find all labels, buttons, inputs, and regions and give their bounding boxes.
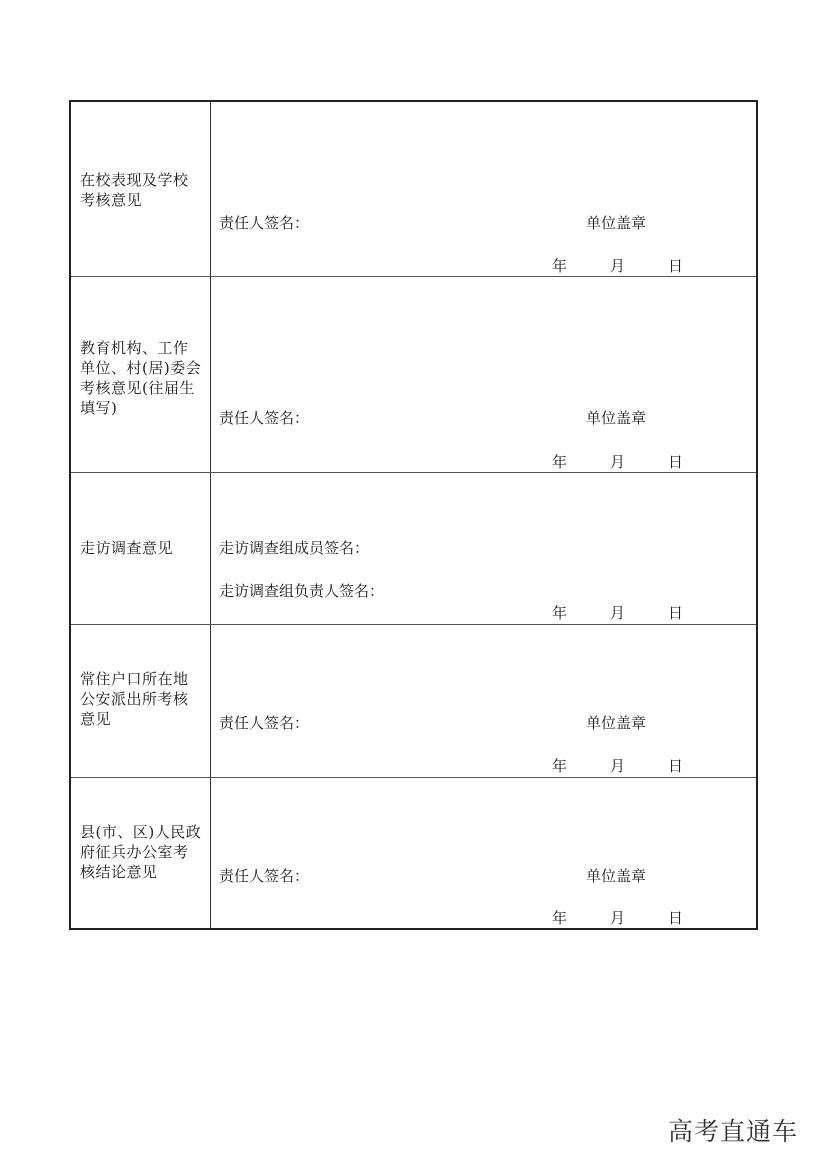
date-month[interactable]: 月 [610,604,626,622]
date-day[interactable]: 日 [668,909,684,927]
member-signature-field[interactable]: 走访调查组成员签名： [219,539,370,557]
date-year[interactable]: 年 [552,604,568,622]
row-label: 教育机构、工作单位、村(居)委会考核意见(往届生填写) [80,339,202,417]
row-police-review [71,625,756,778]
date-year[interactable]: 年 [552,257,568,275]
signature-field[interactable]: 责任人签名： [219,714,310,732]
row-school-review [71,102,756,277]
row-label: 走访调查意见 [80,539,174,557]
watermark-logo-text: 高考直通车 [668,1117,799,1146]
date-day[interactable]: 日 [668,257,684,275]
row-institution-review [71,277,756,473]
date-month[interactable]: 月 [610,909,626,927]
signature-field[interactable]: 责任人签名： [219,409,310,427]
unit-seal-label: 单位盖章 [586,714,647,732]
date-day[interactable]: 日 [668,453,684,471]
row-visit-investigation [71,473,756,625]
row-label: 在校表现及学校考核意见 [80,171,189,209]
date-year[interactable]: 年 [552,909,568,927]
date-day[interactable]: 日 [668,604,684,622]
date-year[interactable]: 年 [552,453,568,471]
date-day[interactable]: 日 [668,757,684,775]
signature-field[interactable]: 责任人签名： [219,867,310,885]
review-form-table [69,100,758,930]
unit-seal-label: 单位盖章 [586,409,647,427]
row-label: 县(市、区)人民政府征兵办公室考核结论意见 [80,823,202,881]
date-month[interactable]: 月 [610,453,626,471]
row-recruitment-office-conclusion [71,778,756,930]
date-month[interactable]: 月 [610,257,626,275]
row-label: 常住户口所在地公安派出所考核意见 [80,670,189,728]
signature-field[interactable]: 责任人签名： [219,214,310,232]
unit-seal-label: 单位盖章 [586,214,647,232]
unit-seal-label: 单位盖章 [586,867,647,885]
date-month[interactable]: 月 [610,757,626,775]
leader-signature-field[interactable]: 走访调查组负责人签名： [219,582,385,600]
date-year[interactable]: 年 [552,757,568,775]
